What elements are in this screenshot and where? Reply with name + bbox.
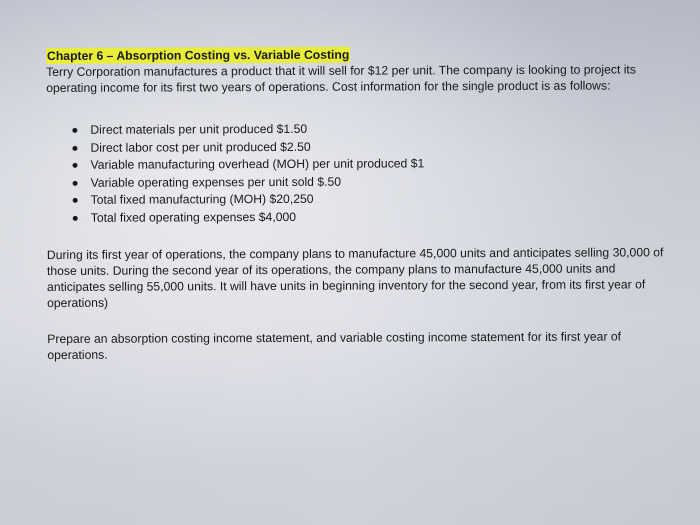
chapter-title: Chapter 6 – Absorption Costing vs. Variable Costing	[47, 47, 350, 63]
intro-paragraph: Terry Corporation manufactures a product that it will sell for $12 per unit. The company is looking to project its operating income for its first two years of operations. Cost information for the single product is as follows:	[46, 62, 636, 95]
list-item-text: Variable operating expenses per unit sold $.50	[90, 174, 342, 190]
list-item-text: Direct labor cost per unit produced $2.50	[90, 139, 311, 155]
bullet-icon	[72, 145, 77, 150]
bullet-icon	[73, 180, 78, 185]
operations-paragraph: During its first year of operations, the company plans to manufacture 45,000 units and anticipates selling 30,000 of those units. During the second year of its operations, the company plans to manufacture 45,000 units and anticipates selling 55,000 units. It will have units in beginning inventory for the second year, from its first year of operations)	[46, 245, 664, 310]
cost-info-list	[46, 119, 666, 227]
bullet-icon	[73, 163, 78, 168]
list-item-text: Total fixed manufacturing (MOH) $20,250	[90, 191, 314, 207]
list-item	[73, 207, 667, 227]
list-item-text: Direct materials per unit produced $1.50	[90, 121, 308, 137]
document-body	[46, 45, 667, 363]
task-paragraph: Prepare an absorption costing income statement, and variable costing income statement for its first year of operations.	[47, 329, 622, 362]
list-item-text: Variable manufacturing overhead (MOH) per unit produced $1	[90, 156, 425, 172]
bullet-icon	[73, 215, 78, 220]
list-item-text: Total fixed operating expenses $4,000	[90, 209, 297, 225]
bullet-icon	[73, 198, 78, 203]
bullet-icon	[72, 128, 77, 133]
